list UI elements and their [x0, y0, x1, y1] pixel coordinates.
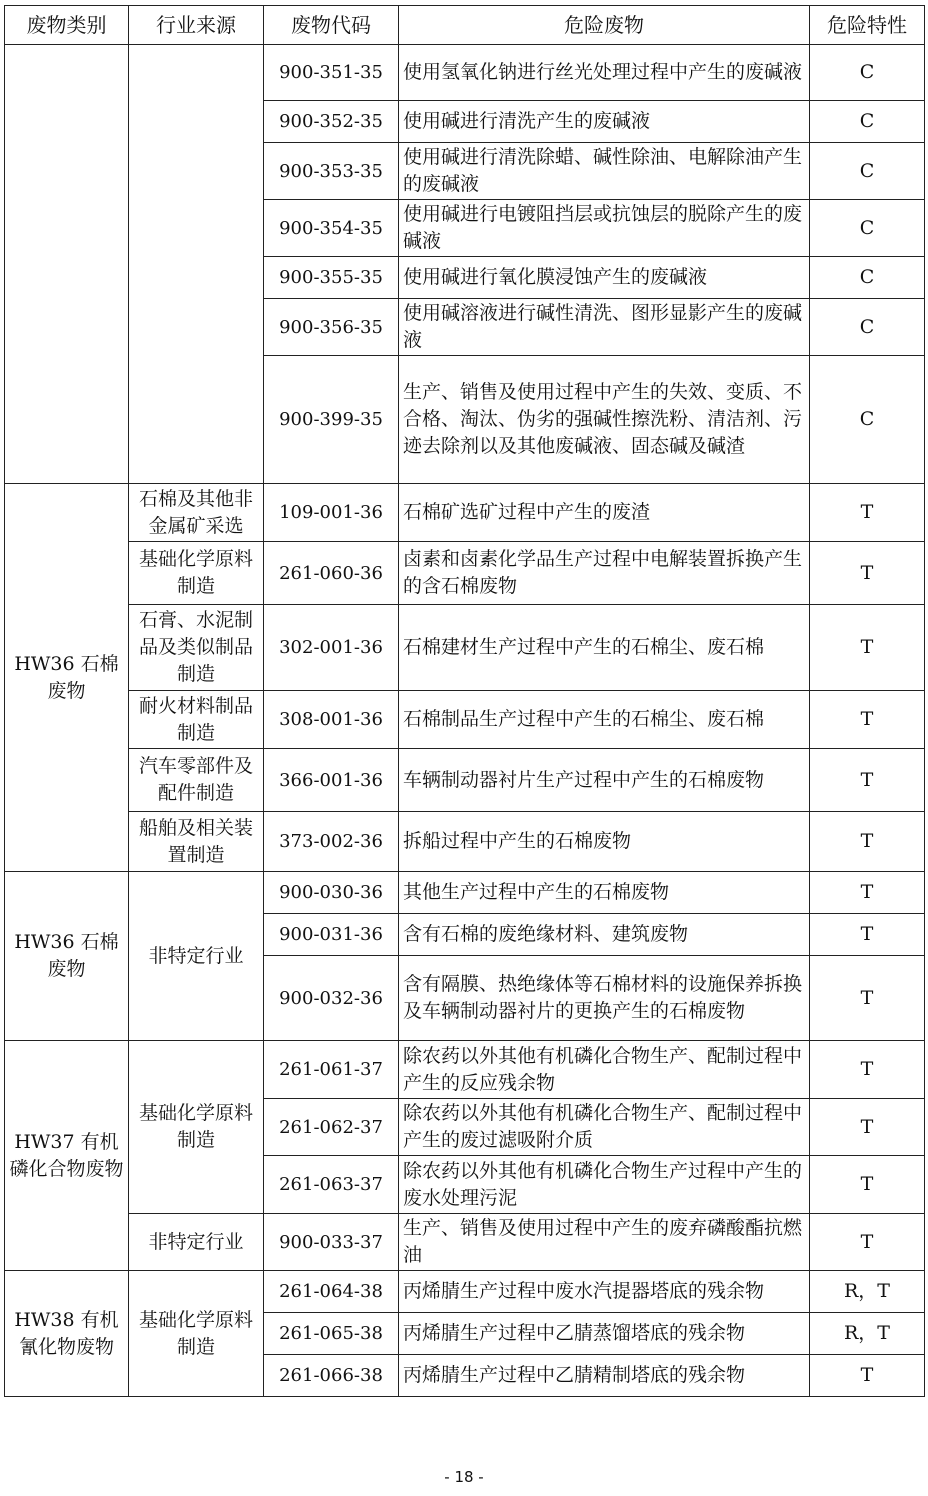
waste-description-cell: 含有石棉的废绝缘材料、建筑废物	[399, 914, 810, 956]
hazard-cell: T	[810, 914, 925, 956]
hazard-cell: C	[810, 257, 925, 299]
table-row	[5, 45, 925, 101]
source-cell: 耐火材料制品制造	[129, 691, 264, 749]
hazard-cell: R，T	[810, 1313, 925, 1355]
waste-description-cell: 丙烯腈生产过程中乙腈精制塔底的残余物	[399, 1355, 810, 1397]
waste-description-cell: 生产、销售及使用过程中产生的失效、变质、不合格、淘汰、伪劣的强碱性擦洗粉、清洁剂、污迹去除剂以及其他废碱液、固态碱及碱渣	[399, 356, 810, 484]
waste-description-cell: 其他生产过程中产生的石棉废物	[399, 872, 810, 914]
hazard-cell: C	[810, 143, 925, 200]
source-cell: 基础化学原料制造	[129, 1041, 264, 1214]
waste-description-cell: 含有隔膜、热绝缘体等石棉材料的设施保养拆换及车辆制动器衬片的更换产生的石棉废物	[399, 956, 810, 1041]
code-cell: 302-001-36	[264, 605, 399, 691]
code-cell: 261-066-38	[264, 1355, 399, 1397]
source-cell: 非特定行业	[129, 872, 264, 1041]
code-cell: 261-060-36	[264, 542, 399, 605]
waste-description-cell: 石棉制品生产过程中产生的石棉尘、废石棉	[399, 691, 810, 749]
waste-description-cell: 使用碱溶液进行碱性清洗、图形显影产生的废碱液	[399, 299, 810, 356]
code-cell: 109-001-36	[264, 484, 399, 542]
source-cell: 非特定行业	[129, 1214, 264, 1271]
table-row	[5, 542, 925, 605]
hazard-cell: T	[810, 1355, 925, 1397]
category-cell: HW36 石棉废物	[5, 872, 129, 1041]
waste-description-cell: 使用碱进行氧化膜浸蚀产生的废碱液	[399, 257, 810, 299]
category-cell	[5, 45, 129, 484]
category-cell: HW37 有机磷化合物废物	[5, 1041, 129, 1271]
hazard-cell: C	[810, 200, 925, 257]
header-code: 废物代码	[264, 6, 399, 45]
waste-description-cell: 使用碱进行电镀阻挡层或抗蚀层的脱除产生的废碱液	[399, 200, 810, 257]
waste-description-cell: 丙烯腈生产过程中乙腈蒸馏塔底的残余物	[399, 1313, 810, 1355]
source-cell: 船舶及相关装置制造	[129, 812, 264, 872]
code-cell: 900-351-35	[264, 45, 399, 101]
table-row	[5, 1214, 925, 1271]
waste-description-cell: 除农药以外其他有机磷化合物生产、配制过程中产生的废过滤吸附介质	[399, 1099, 810, 1156]
waste-description-cell: 使用碱进行清洗产生的废碱液	[399, 101, 810, 143]
source-cell: 石膏、水泥制品及类似制品制造	[129, 605, 264, 691]
hazard-cell: T	[810, 1099, 925, 1156]
table-row	[5, 605, 925, 691]
waste-description-cell: 使用氢氧化钠进行丝光处理过程中产生的废碱液	[399, 45, 810, 101]
waste-description-cell: 卤素和卤素化学品生产过程中电解装置拆换产生的含石棉废物	[399, 542, 810, 605]
source-cell: 基础化学原料制造	[129, 1271, 264, 1397]
table-row	[5, 812, 925, 872]
category-cell: HW36 石棉废物	[5, 484, 129, 872]
code-cell: 900-355-35	[264, 257, 399, 299]
waste-description-cell: 除农药以外其他有机磷化合物生产过程中产生的废水处理污泥	[399, 1156, 810, 1214]
waste-description-cell: 石棉建材生产过程中产生的石棉尘、废石棉	[399, 605, 810, 691]
code-cell: 261-065-38	[264, 1313, 399, 1355]
table-row	[5, 1271, 925, 1313]
hazard-cell: T	[810, 1041, 925, 1099]
header-source: 行业来源	[129, 6, 264, 45]
hazard-cell: T	[810, 749, 925, 812]
hazard-cell: C	[810, 45, 925, 101]
table-row	[5, 872, 925, 914]
page-number: - 18 -	[444, 1468, 484, 1486]
code-cell: 900-030-36	[264, 872, 399, 914]
code-cell: 261-061-37	[264, 1041, 399, 1099]
hazard-cell: R，T	[810, 1271, 925, 1313]
table-header-row	[5, 6, 925, 45]
header-hazard: 危险特性	[810, 6, 925, 45]
hazard-cell: T	[810, 542, 925, 605]
table-row	[5, 1041, 925, 1099]
table-row	[5, 691, 925, 749]
hazard-cell: T	[810, 484, 925, 542]
code-cell: 900-399-35	[264, 356, 399, 484]
code-cell: 308-001-36	[264, 691, 399, 749]
table-row	[5, 484, 925, 542]
waste-description-cell: 生产、销售及使用过程中产生的废弃磷酸酯抗燃油	[399, 1214, 810, 1271]
code-cell: 900-354-35	[264, 200, 399, 257]
code-cell: 261-063-37	[264, 1156, 399, 1214]
source-cell: 石棉及其他非金属矿采选	[129, 484, 264, 542]
code-cell: 900-356-35	[264, 299, 399, 356]
header-category: 废物类别	[5, 6, 129, 45]
table-row	[5, 749, 925, 812]
category-cell: HW38 有机氰化物废物	[5, 1271, 129, 1397]
hazard-cell: C	[810, 101, 925, 143]
code-cell: 373-002-36	[264, 812, 399, 872]
code-cell: 900-353-35	[264, 143, 399, 200]
source-cell	[129, 45, 264, 484]
hazard-cell: T	[810, 691, 925, 749]
hazard-cell: T	[810, 956, 925, 1041]
waste-description-cell: 石棉矿选矿过程中产生的废渣	[399, 484, 810, 542]
header-waste: 危险废物	[399, 6, 810, 45]
hazard-cell: T	[810, 1214, 925, 1271]
code-cell: 261-062-37	[264, 1099, 399, 1156]
code-cell: 900-031-36	[264, 914, 399, 956]
code-cell: 900-032-36	[264, 956, 399, 1041]
waste-description-cell: 车辆制动器衬片生产过程中产生的石棉废物	[399, 749, 810, 812]
source-cell: 汽车零部件及配件制造	[129, 749, 264, 812]
hazard-cell: T	[810, 605, 925, 691]
hazard-cell: T	[810, 872, 925, 914]
waste-description-cell: 除农药以外其他有机磷化合物生产、配制过程中产生的反应残余物	[399, 1041, 810, 1099]
hazardous-waste-table	[4, 5, 925, 1397]
waste-description-cell: 拆船过程中产生的石棉废物	[399, 812, 810, 872]
hazard-cell: T	[810, 1156, 925, 1214]
code-cell: 900-033-37	[264, 1214, 399, 1271]
waste-description-cell: 使用碱进行清洗除蜡、碱性除油、电解除油产生的废碱液	[399, 143, 810, 200]
source-cell: 基础化学原料制造	[129, 542, 264, 605]
code-cell: 261-064-38	[264, 1271, 399, 1313]
code-cell: 900-352-35	[264, 101, 399, 143]
hazard-cell: T	[810, 812, 925, 872]
waste-description-cell: 丙烯腈生产过程中废水汽提器塔底的残余物	[399, 1271, 810, 1313]
hazard-cell: C	[810, 356, 925, 484]
hazard-cell: C	[810, 299, 925, 356]
code-cell: 366-001-36	[264, 749, 399, 812]
